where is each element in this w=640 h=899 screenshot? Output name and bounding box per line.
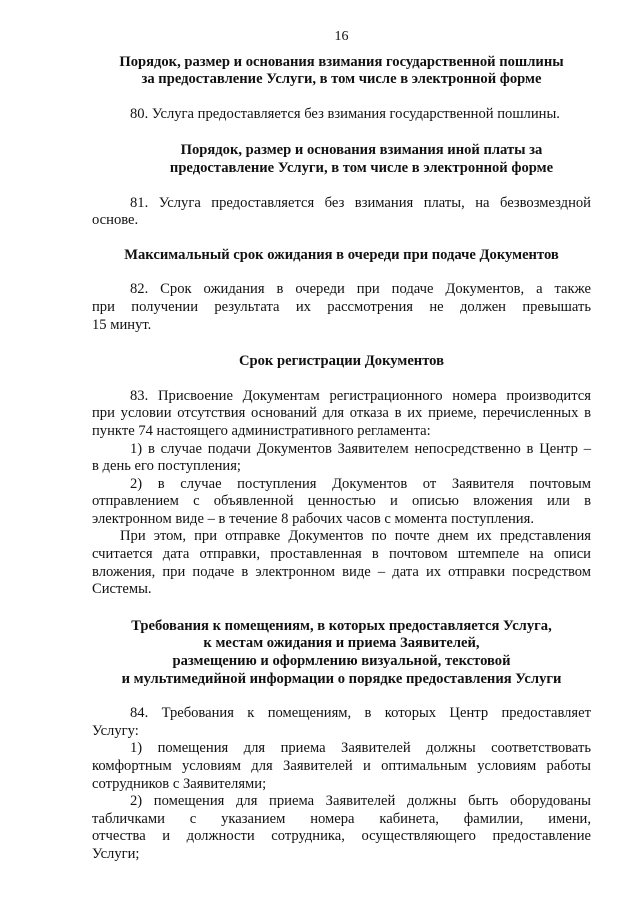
paragraph-80 [92,106,591,124]
page-number: 16 [334,29,349,44]
heading-queue-time [92,247,591,265]
heading-line: Порядок, размер и основания взимания государственной пошлины [119,53,564,70]
heading-state-fee [92,54,591,89]
paragraph-line: 1) помещения для приема Заявителей должны соответствовать [130,740,591,757]
heading-line: за предоставление Услуги, в том числе в электронной форме [141,71,542,88]
paragraph-84 [92,705,591,863]
paragraph-line: электронном виде – в течение 8 рабочих часов с момента поступления. [92,510,534,527]
paragraph-line: 2) в случае поступления Документов от Заявителя почтовым [130,475,591,492]
paragraph-line: 81. Услуга предоставляется без взимания платы, на безвозмездной [130,194,591,211]
paragraph-line: сотрудников с Заявителями; [92,775,267,792]
paragraph-line: отправлением с объявленной ценностью и описью вложения или в [92,493,591,510]
paragraph-line: Системы. [92,581,152,598]
heading-line: Срок регистрации Документов [238,353,444,370]
paragraph-line: при условии отсутствия оснований для отказа в их приеме, перечисленных в [92,405,591,422]
paragraph-line: 82. Срок ожидания в очереди при подаче Документов, а также [130,281,591,298]
paragraph-83 [92,388,591,599]
paragraph-line: комфортным условиям для Заявителей и оптимальным условиям работы [92,758,591,774]
paragraph-line: табличками с указанием номера кабинета, фамилии, имени, [92,810,591,827]
paragraph-line: в день его поступления; [92,458,241,475]
document-page [92,28,591,864]
paragraph-81 [92,195,591,230]
paragraph-line: 1) в случае подачи Документов Заявителем непосредственно в Центр – [130,440,591,457]
heading-line: предоставление Услуги, в том числе в электронной форме [169,159,554,176]
paragraph-line: при получении результата их рассмотрения не должен превышать [92,298,591,315]
paragraph-line: считается дата отправки, проставленная в почтовом штемпеле на описи [92,546,591,563]
paragraph-line: 83. Присвоение Документам регистрационного номера производится [130,387,591,404]
heading-line: Максимальный срок ожидания в очереди при подаче Документов [124,246,559,263]
heading-premises-requirements [92,618,591,688]
paragraph-line: 84. Требования к помещениям, в которых Центр предоставляет [130,705,591,722]
heading-line: к местам ожидания и приема Заявителей, [203,635,480,652]
paragraph-line: отчества и должности сотрудника, осуществляющего предоставление [92,828,591,845]
heading-other-fee [92,142,591,177]
paragraph-line: 15 минут. [92,316,152,333]
paragraph-line: 2) помещения для приема Заявителей должны быть оборудованы [130,793,591,810]
paragraph-82 [92,281,591,334]
heading-line: размещению и оформлению визуальной, текстовой [172,653,511,670]
paragraph-line: При этом, при отправке Документов по почте днем их представления [120,528,591,545]
heading-line: Порядок, размер и основания взимания иной платы за [180,142,543,159]
paragraph-line: вложения, при подаче в электронном виде – дата их отправки посредством [92,563,591,580]
paragraph-line: 80. Услуга предоставляется без взимания государственной пошлины. [130,105,560,122]
paragraph-line: Услугу: [92,722,139,739]
paragraph-line: пункте 74 настоящего административного регламента: [92,422,431,439]
heading-registration [92,353,591,371]
heading-line: Требования к помещениям, в которых предоставляется Услуга, [131,617,552,634]
paragraph-line: Услуги; [92,845,140,862]
paragraph-line: основе. [92,212,139,229]
heading-line: и мультимедийной информации о порядке предоставления Услуги [121,670,562,687]
